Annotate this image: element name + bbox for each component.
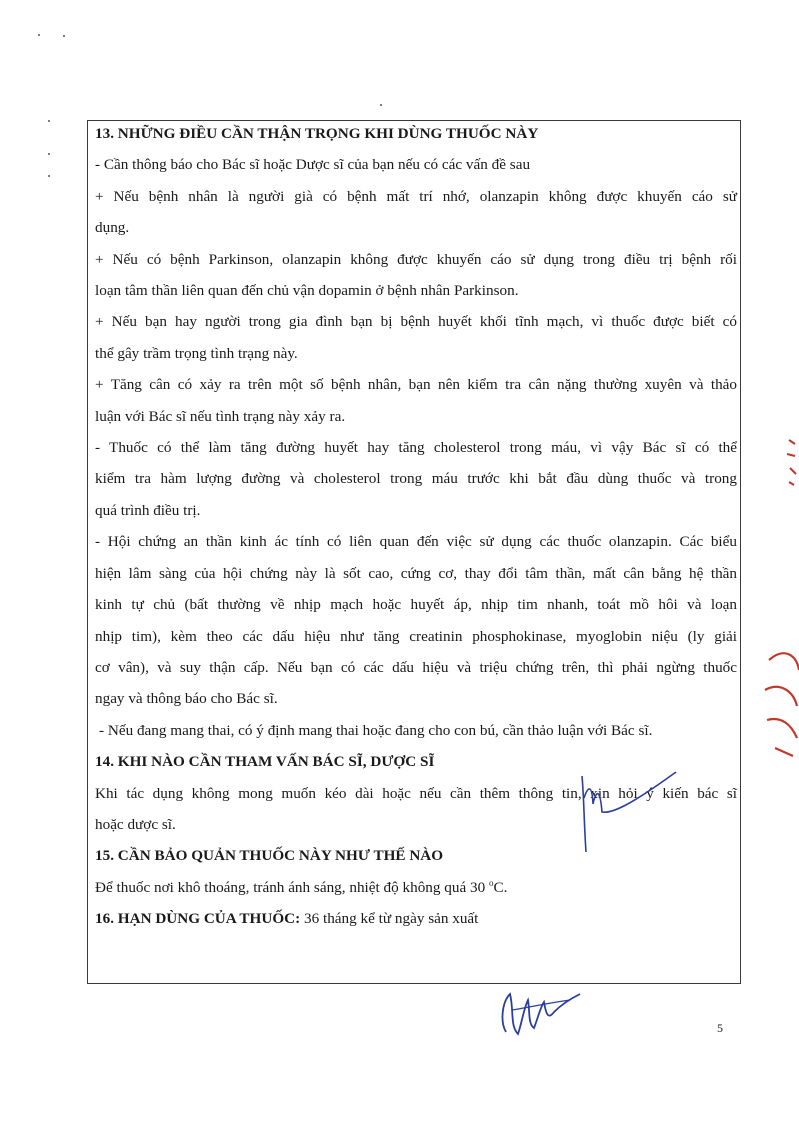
storage-line (95, 872, 737, 903)
scan-speck (48, 153, 50, 155)
section-13-heading: 13. NHỮNG ĐIỀU CẦN THẬN TRỌNG KHI DÙNG THUỐC NÀY (95, 125, 539, 142)
scan-speck (48, 175, 50, 177)
handwritten-check-mark (572, 768, 680, 854)
storage-unit: C. (493, 878, 508, 896)
section-13-line: - Cần thông báo cho Bác sĩ hoặc Dược sĩ của bạn nếu có các vấn đề sau (95, 156, 531, 174)
section-13-line: cơ vân), và suy thận cấp. Nếu bạn có các dấu hiệu và triệu chứng trên, thì phải ngừng thuốc (95, 658, 737, 676)
scan-speck (380, 104, 382, 106)
section-13-line: kiểm tra hàm lượng đường và cholesterol trong máu trước khi bắt đầu dùng thuốc và trong (95, 470, 737, 488)
scan-speck (63, 35, 65, 37)
section-16-heading: 16. HẠN DÙNG CỦA THUỐC: (95, 910, 301, 928)
scan-speck (48, 120, 50, 122)
section-13-line: + Tăng cân có xảy ra trên một số bệnh nhân, bạn nên kiểm tra cân nặng thường xuyên và thảo (95, 376, 737, 394)
section-16-line (95, 903, 737, 934)
section-14-line: hoặc dược sĩ. (95, 815, 176, 833)
section-13-line: thể gây trầm trọng tình trạng này. (95, 344, 298, 362)
section-14-line: Khi tác dụng không mong muốn kéo dài hoặc nếu cần thêm thông tin, xin hỏi ý kiến bác sĩ (95, 784, 737, 802)
section-13-line: nhịp tim), kèm theo các dấu hiệu như tăng creatinin phosphokinase, myoglobin niệu (ly giải (95, 627, 737, 645)
storage-text: Để thuốc nơi khô thoáng, tránh ánh sáng, nhiệt độ không quá 30 (95, 878, 489, 896)
section-13-line: + Nếu bệnh nhân là người già có bệnh mất trí nhớ, olanzapin không được khuyến cáo sử (95, 187, 737, 205)
section-15-heading: 15. CẦN BẢO QUẢN THUỐC NÀY NHƯ THẾ NÀO (95, 847, 444, 865)
shelf-life-text: 36 tháng kể từ ngày sản xuất (300, 910, 479, 928)
section-13-line: quá trình điều trị. (95, 501, 201, 519)
section-13-line: + Nếu bạn hay người trong gia đình bạn bị bệnh huyết khối tĩnh mạch, vì thuốc được biết có (95, 313, 737, 331)
red-stamp-fragment (759, 420, 799, 760)
handwritten-signature (492, 982, 582, 1038)
degree-symbol: o (488, 877, 494, 888)
section-13-line: - Hội chứng an thần kinh ác tính có liên quan đến việc sử dụng các thuốc olanzapin. Các biểu (95, 533, 737, 551)
section-13-line: kinh tự chủ (bất thường về nhịp mạch hoặc huyết áp, nhịp tim nhanh, toát mồ hôi và loạn (95, 596, 737, 614)
section-13-line: loạn tâm thần liên quan đến chủ vận dopamin ở bệnh nhân Parkinson. (95, 282, 519, 300)
section-13-line: - Nếu đang mang thai, có ý định mang thai hoặc đang cho con bú, cần thảo luận với Bác sĩ. (99, 721, 653, 739)
section-13-line: ngay và thông báo cho Bác sĩ. (95, 690, 278, 708)
section-14-heading: 14. KHI NÀO CẦN THAM VẤN BÁC SĨ, DƯỢC SĨ (95, 753, 435, 771)
section-13-line: hiện lâm sàng của hội chứng này là sốt cao, cứng cơ, thay đổi tâm thần, mất cân bằng hệ thần (95, 564, 737, 582)
section-13-line: + Nếu có bệnh Parkinson, olanzapin không được khuyến cáo sử dụng trong điều trị bệnh rối (95, 250, 737, 268)
scan-speck (38, 34, 40, 36)
page-number: 5 (717, 1021, 723, 1035)
section-13-line: luận với Bác sĩ nếu tình trạng này xảy ra. (95, 407, 346, 425)
section-13-line: - Thuốc có thể làm tăng đường huyết hay tăng cholesterol trong máu, vì vậy Bác sĩ có thể (95, 439, 737, 457)
section-13-line: dụng. (95, 219, 130, 237)
